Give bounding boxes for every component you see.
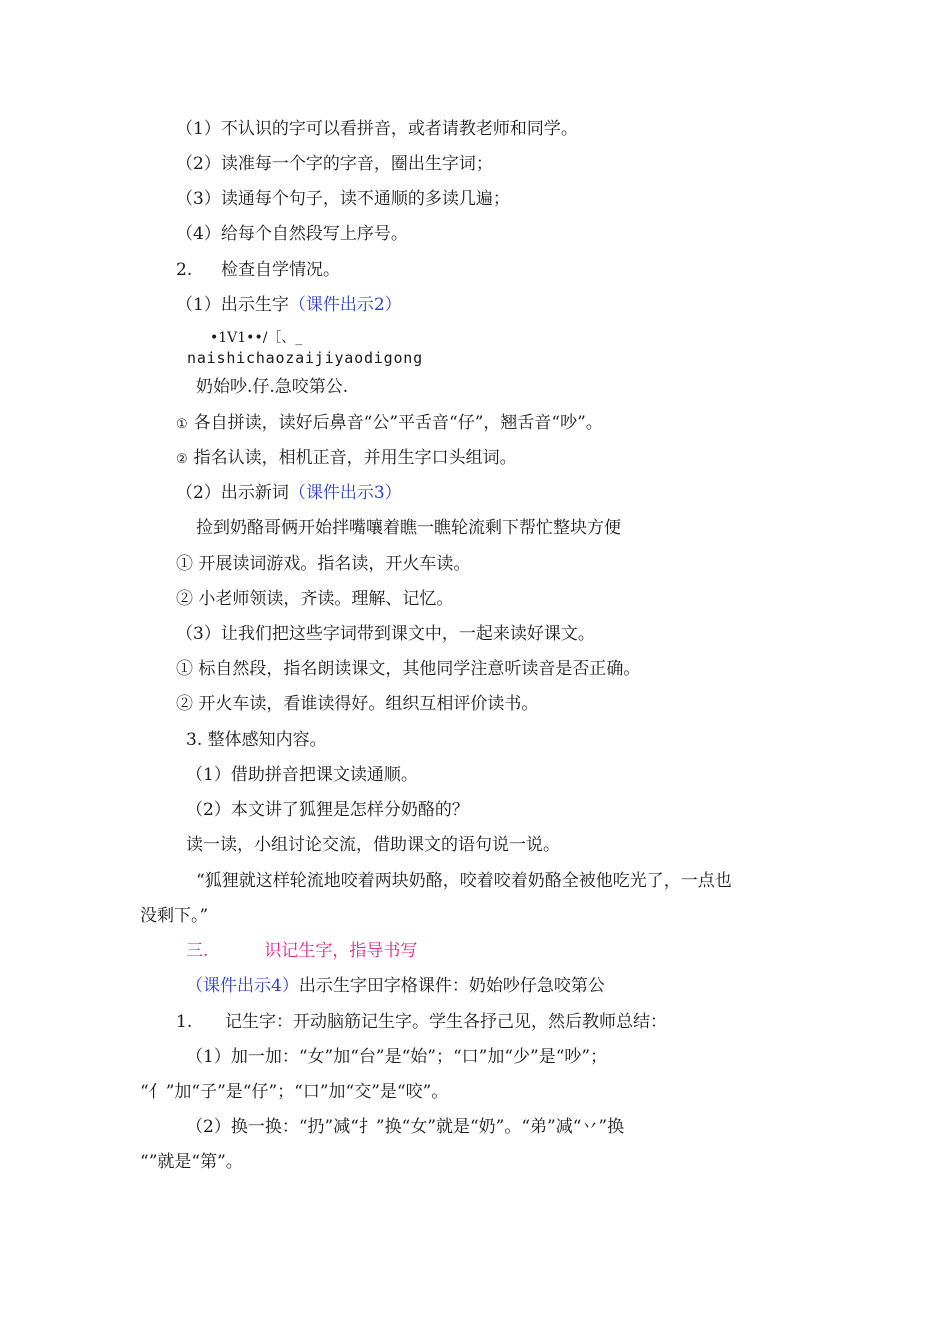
show-words-line (176, 481, 402, 505)
word-game-line: ① 开展读词游戏。指名读，开火车读。 (176, 554, 471, 574)
part-3-number: 三. (186, 941, 209, 961)
courseware-note-3: （课件出示3） (288, 483, 402, 503)
circled-number-2: ② (176, 452, 188, 467)
section-2-heading (176, 258, 340, 282)
step-3-line: （3）读通每个句子，读不通顺的多读几遍； (176, 189, 510, 209)
pinyin-line: naishichaozaijiyaodigong (187, 349, 423, 367)
show-characters-text: （1）出示生字 (176, 295, 289, 315)
section-2-number: 2. (176, 260, 193, 280)
step-2-line: （2）读准每一个字的字音，圈出生字词； (176, 154, 493, 174)
grid-characters-text: 出示生字田字格课件：奶始吵仔急咬第公 (298, 976, 605, 996)
quote-line-2: 没剩下。” (140, 906, 209, 926)
quote-line-1: “狐狸就这样轮流地咬着两块奶酪，咬着咬着奶酪全被他吃光了，一点也 (196, 871, 732, 891)
courseware-note-4: （课件出示4） (186, 976, 299, 996)
memorize-text: 记生字：开动脑筋记生字。学生各抒己见，然后教师总结： (225, 1012, 668, 1032)
step-1-line: （1）不认识的字可以看拼音，或者请教老师和同学。 (176, 119, 578, 139)
add-method-line-1: （1）加一加：“女”加“台”是“始”；“口”加“少”是“吵”； (186, 1047, 608, 1067)
reading-step-a-text: 各自拼读，读好后鼻音“公”平舌音“仔”，翘舌音“吵”。 (193, 413, 603, 433)
read-smoothly-line: （1）借助拼音把课文读通顺。 (186, 765, 418, 785)
section-3-heading: 3. 整体感知内容。 (186, 730, 327, 750)
new-characters-line: 奶始吵.仔.急咬第公. (196, 377, 349, 397)
section-2-title: 检查自学情况。 (221, 260, 341, 280)
mark-paragraphs-line: ① 标自然段，指名朗读课文，其他同学注意听读音是否正确。 (176, 659, 641, 679)
into-text-line: （3）让我们把这些字词带到课文中，一起来读好课文。 (176, 624, 595, 644)
show-characters-line (176, 293, 402, 317)
group-discuss-line: 读一读，小组讨论交流，借助课文的语句说一说。 (186, 835, 560, 855)
courseware-4-line (186, 974, 605, 998)
step-4-line: （4）给每个自然段写上序号。 (176, 224, 408, 244)
reading-step-b (176, 446, 517, 472)
little-teacher-line: ② 小老师领读，齐读。理解、记忆。 (176, 589, 454, 609)
tone-marks-line: •1V1••/［、_ (210, 330, 303, 346)
memorize-number: 1. (176, 1012, 193, 1032)
memorize-heading (176, 1010, 667, 1034)
part-3-title: 识记生字，指导书写 (264, 941, 418, 961)
show-words-text: （2）出示新词 (176, 483, 289, 503)
new-words-line: 捡到奶酪哥俩开始拌嘴嚷着瞧一瞧轮流剩下帮忙整块方便 (196, 518, 621, 538)
add-method-line-2: “亻”加“子”是“仔”；“口”加“交”是“咬”。 (140, 1082, 449, 1102)
fox-question-line: （2）本文讲了狐狸是怎样分奶酪的？ (186, 800, 469, 820)
reading-step-a (176, 411, 603, 437)
swap-method-line-1: （2）换一换：“扔”减“扌”换“女”就是“奶”。“弟”减“丷”换 (186, 1117, 625, 1137)
circled-number-1: ① (176, 417, 188, 432)
courseware-note-2: （课件出示2） (288, 295, 402, 315)
part-3-heading (186, 939, 417, 963)
swap-method-line-2: “”就是“第”。 (140, 1152, 243, 1172)
train-reading-line: ② 开火车读，看谁读得好。组织互相评价读书。 (176, 694, 539, 714)
reading-step-b-text: 指名认读，相机正音，并用生字口头组词。 (193, 448, 517, 468)
